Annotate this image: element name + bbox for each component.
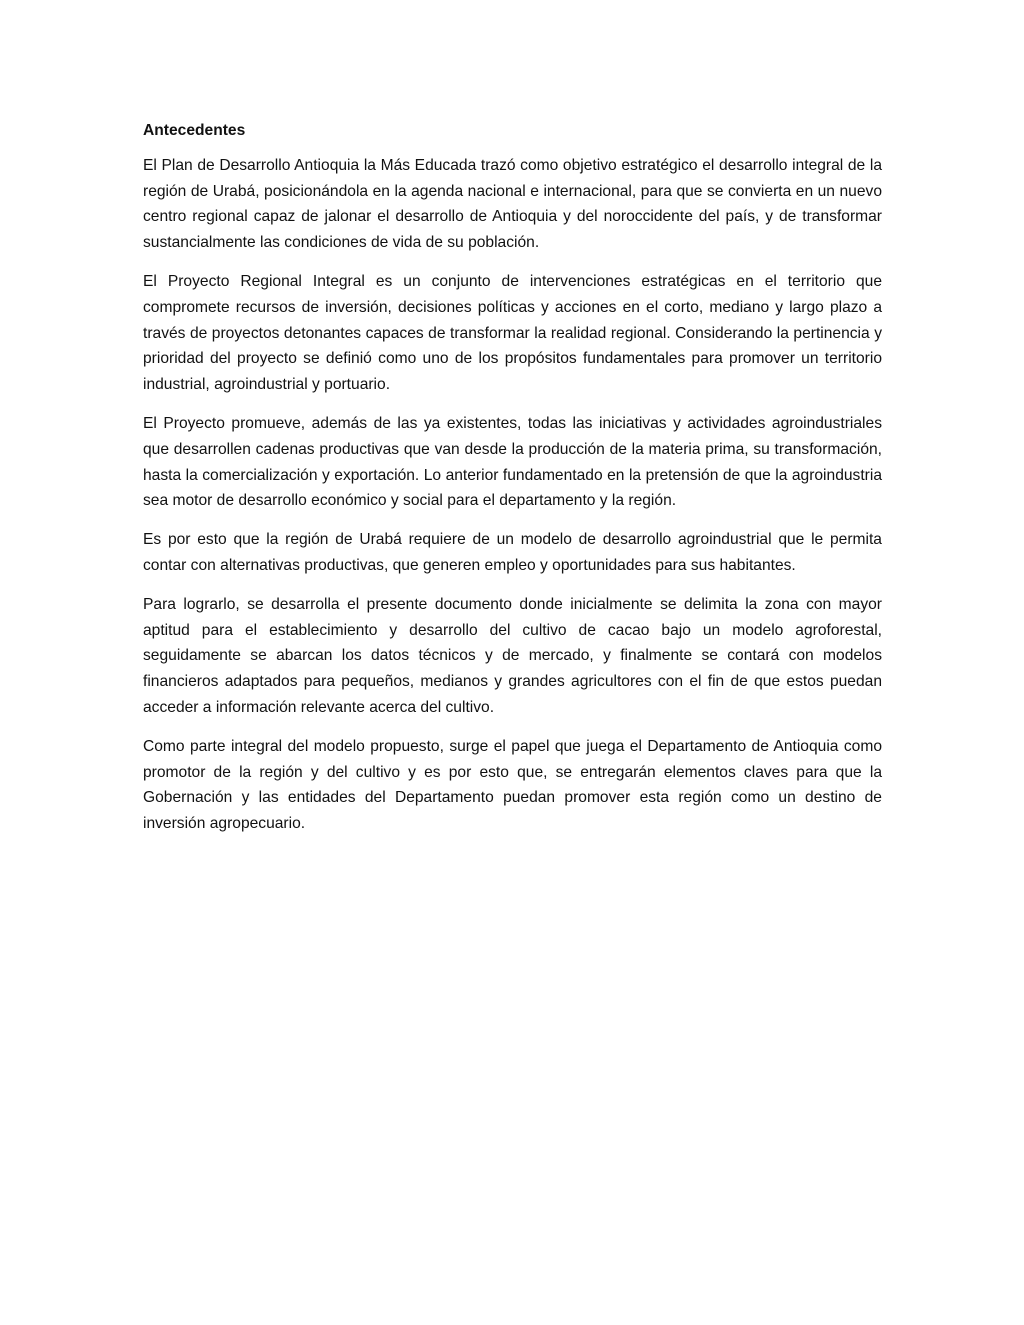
paragraph-proyecto-promueve: El Proyecto promueve, además de las ya existentes, todas las iniciativas y actividades agroindustriales que desarrollen cadenas productivas que van desde la producción de la materia prima, su transformación, hasta la comercialización y exportación. Lo anterior fundamentado en la pretensión de que la agroindustria sea motor de desarrollo económico y social para el departamento y la región. — [143, 414, 882, 510]
section-heading: Antecedentes — [143, 122, 246, 139]
paragraph-modelo-agroindustrial: Es por esto que la región de Urabá requiere de un modelo de desarrollo agroindustrial que le permita contar con alternativas productivas, que generen empleo y oportunidades para sus habitantes. — [143, 531, 882, 574]
paragraph-parte-integral: Como parte integral del modelo propuesto, surge el papel que juega el Departamento de Antioquia como promotor de la región y del cultivo y es por esto que, se entregarán elementos claves para que la Gobernación y las entidades del Departamento puedan promover esta región como un destino de inversión agropecuario. — [143, 737, 882, 833]
paragraph-plan-desarrollo: El Plan de Desarrollo Antioquia la Más Educada trazó como objetivo estratégico el desarrollo integral de la región de Urabá, posicionándola en la agenda nacional e internacional, para que se convierta en un nuevo centro regional capaz de jalonar el desarrollo de Antioquia y del noroccidente del país, y de transformar sustancialmente las condiciones de vida de su población. — [143, 156, 882, 252]
paragraph-proyecto-regional: El Proyecto Regional Integral es un conjunto de intervenciones estratégicas en el territorio que compromete recursos de inversión, decisiones políticas y acciones en el corto, mediano y largo plazo a través de proyectos detonantes capaces de transformar la realidad regional. Considerando la pertinencia y prioridad del proyecto se definió como uno de los propósitos fundamentales para promover un territorio industrial, agroindustrial y portuario. — [143, 272, 882, 394]
paragraph-para-lograrlo: Para lograrlo, se desarrolla el presente documento donde inicialmente se delimita la zona con mayor aptitud para el establecimiento y desarrollo del cultivo de cacao bajo un modelo agroforestal, seguidamente se abarcan los datos técnicos y de mercado, y finalmente se contará con modelos financieros adaptados para pequeños, medianos y grandes agricultores con el fin de que estos puedan acceder a información relevante acerca del cultivo. — [143, 595, 882, 716]
document-page — [143, 118, 882, 850]
